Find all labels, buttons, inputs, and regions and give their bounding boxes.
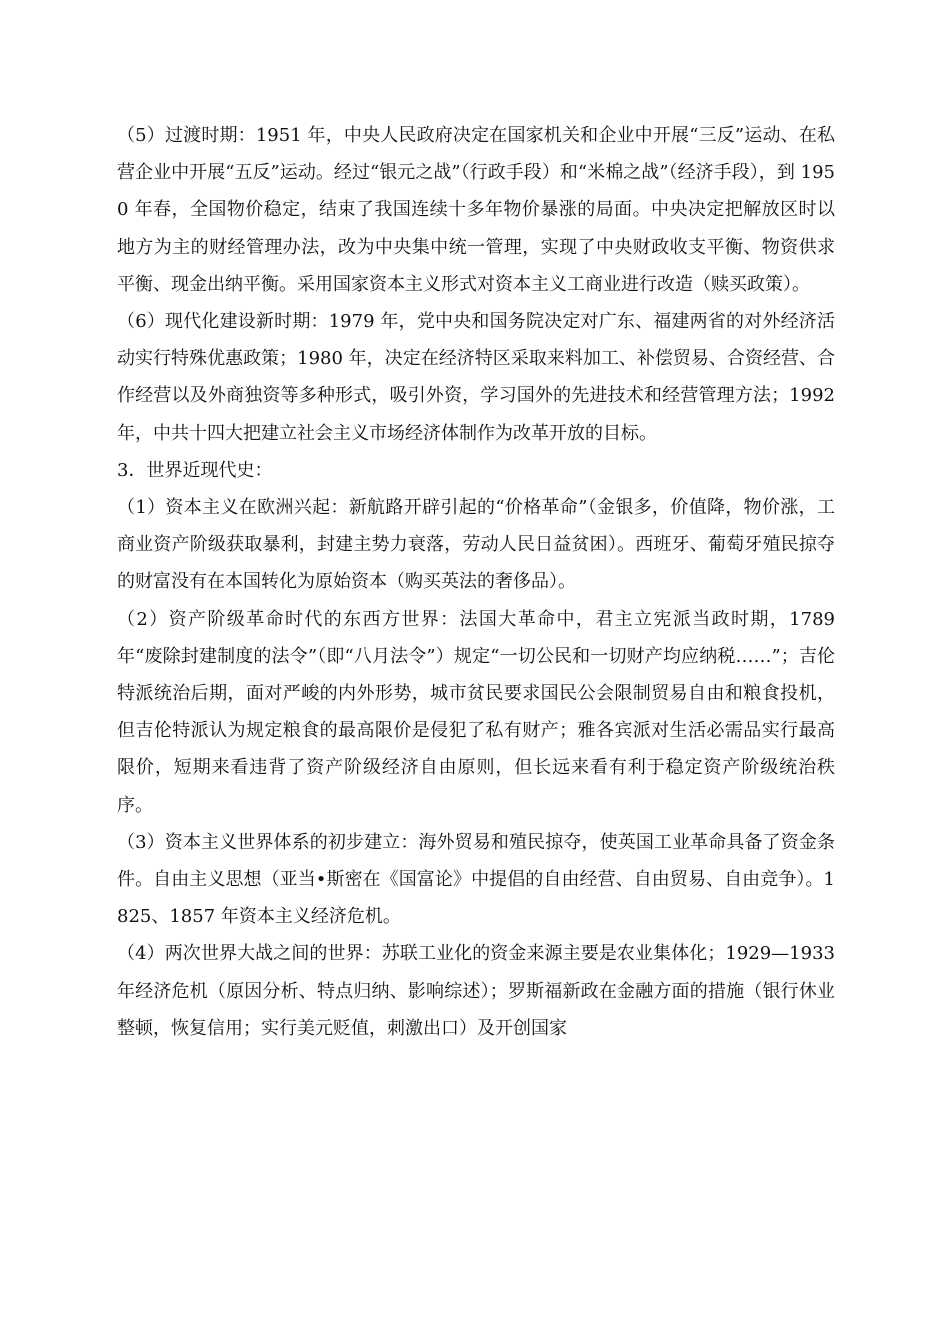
paragraph-capitalism-rise: （1）资本主义在欧洲兴起：新航路开辟引起的“价格革命”（金银多，价值降，物价涨，工商业资产阶级获取暴利，封建主势力衰落，劳动人民日益贫困）。西班牙、葡萄牙殖民掠夺的财富没有在本国转化为原始资本（购买英法的奢侈品）。 [117, 497, 835, 593]
paragraph-modernization-period: （6）现代化建设新时期：1979 年，党中央和国务院决定对广东、福建两省的对外经济活动实行特殊优惠政策；1980 年，决定在经济特区采取来料加工、补偿贸易、合资经营、合作经营以及外商独资等多种形式，吸引外资，学习国外的先进技术和经营管理方法；1992 年，中共十四大把建立社会主义市场经济体制作为改革开放的目标。 [117, 311, 835, 444]
paragraph-interwar-world: （4）两次世界大战之间的世界：苏联工业化的资金来源主要是农业集体化；1929—1933 年经济危机（原因分析、特点归纳、影响综述）；罗斯福新政在金融方面的措施（银行休业整顿，恢复信用；实行美元贬值，刺激出口）及开创国家 [117, 943, 835, 1039]
section-heading-world-history: 3．世界近现代史： [117, 459, 273, 481]
paragraph-bourgeois-revolution: （2）资产阶级革命时代的东西方世界：法国大革命中，君主立宪派当政时期，1789 年“废除封建制度的法令”（即“八月法令”）规定“一切公民和一切财产均应纳税……”；吉伦特派统治后期，面对严峻的内外形势，城市贫民要求国民公会限制贸易自由和粮食投机，但吉伦特派认为规定粮食的最高限价是侵犯了私有财产；雅各宾派对生活必需品实行最高限价，短期来看违背了资产阶级经济自由原则，但长远来看有利于稳定资产阶级统治秩序。 [117, 608, 835, 816]
document-body [117, 117, 835, 1047]
paragraph-world-system: （3）资本主义世界体系的初步建立：海外贸易和殖民掠夺，使英国工业革命具备了资金条件。自由主义思想（亚当•斯密在《国富论》中提倡的自由经营、自由贸易、自由竞争）。1825、1857 年资本主义经济危机。 [117, 831, 835, 928]
paragraph-transition-period: （5）过渡时期：1951 年，中央人民政府决定在国家机关和企业中开展“三反”运动、在私营企业中开展“五反”运动。经过“银元之战”（行政手段）和“米棉之战”（经济手段），到 1950 年春，全国物价稳定，结束了我国连续十多年物价暴涨的局面。中央决定把解放区时以地方为主的财经管理办法，改为中央集中统一管理，实现了中央财政收支平衡、物资供求平衡、现金出纳平衡。采用国家资本主义形式对资本主义工商业进行改造（赎买政策）。 [117, 125, 835, 295]
